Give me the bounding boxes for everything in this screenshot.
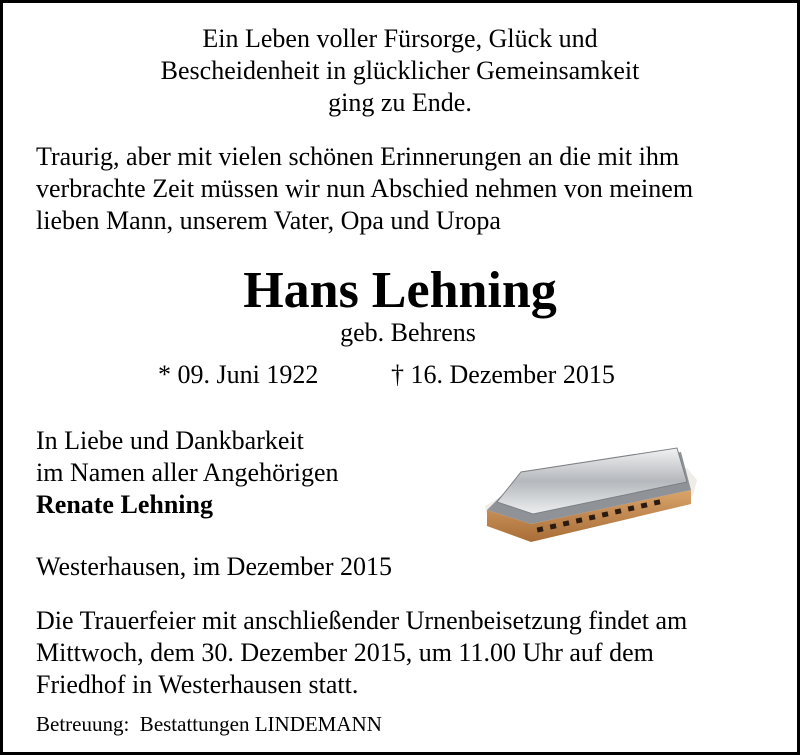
- intro-line-2: Bescheidenheit in glücklicher Gemeinsamkeit: [160, 56, 640, 85]
- intro-line-3: ging zu Ende.: [328, 88, 472, 117]
- intro-line-1: Ein Leben voller Fürsorge, Glück und: [202, 24, 598, 53]
- birth-name: geb. Behrens: [340, 318, 476, 347]
- death-date: † 16. Dezember 2015: [391, 360, 615, 389]
- ceremony-line-3: Friedhof in Westerhausen statt.: [36, 670, 359, 699]
- farewell-line-3: lieben Mann, unserem Vater, Opa und Uropa: [36, 206, 501, 235]
- signer-name: Renate Lehning: [36, 490, 213, 519]
- farewell-line-2: verbrachte Zeit müssen wir nun Abschied nehmen von meinem: [36, 174, 694, 203]
- farewell-line-1: Traurig, aber mit vielen schönen Erinnerungen an die mit ihm: [36, 142, 680, 171]
- ceremony-line-1: Die Trauerfeier mit anschließender Urnenbeisetzung findet am: [36, 606, 688, 635]
- deceased-name: Hans Lehning: [243, 262, 557, 319]
- signature-line-1: In Liebe und Dankbarkeit: [36, 426, 304, 455]
- funeral-home: Betreuung: Bestattungen LINDEMANN: [36, 712, 382, 736]
- harmonica-image: [471, 428, 711, 558]
- ceremony-line-2: Mittwoch, dem 30. Dezember 2015, um 11.00 Uhr auf dem: [36, 638, 654, 667]
- place-and-date: Westerhausen, im Dezember 2015: [36, 552, 393, 581]
- signature-line-2: im Namen aller Angehörigen: [36, 458, 339, 487]
- birth-date: * 09. Juni 1922: [158, 360, 319, 389]
